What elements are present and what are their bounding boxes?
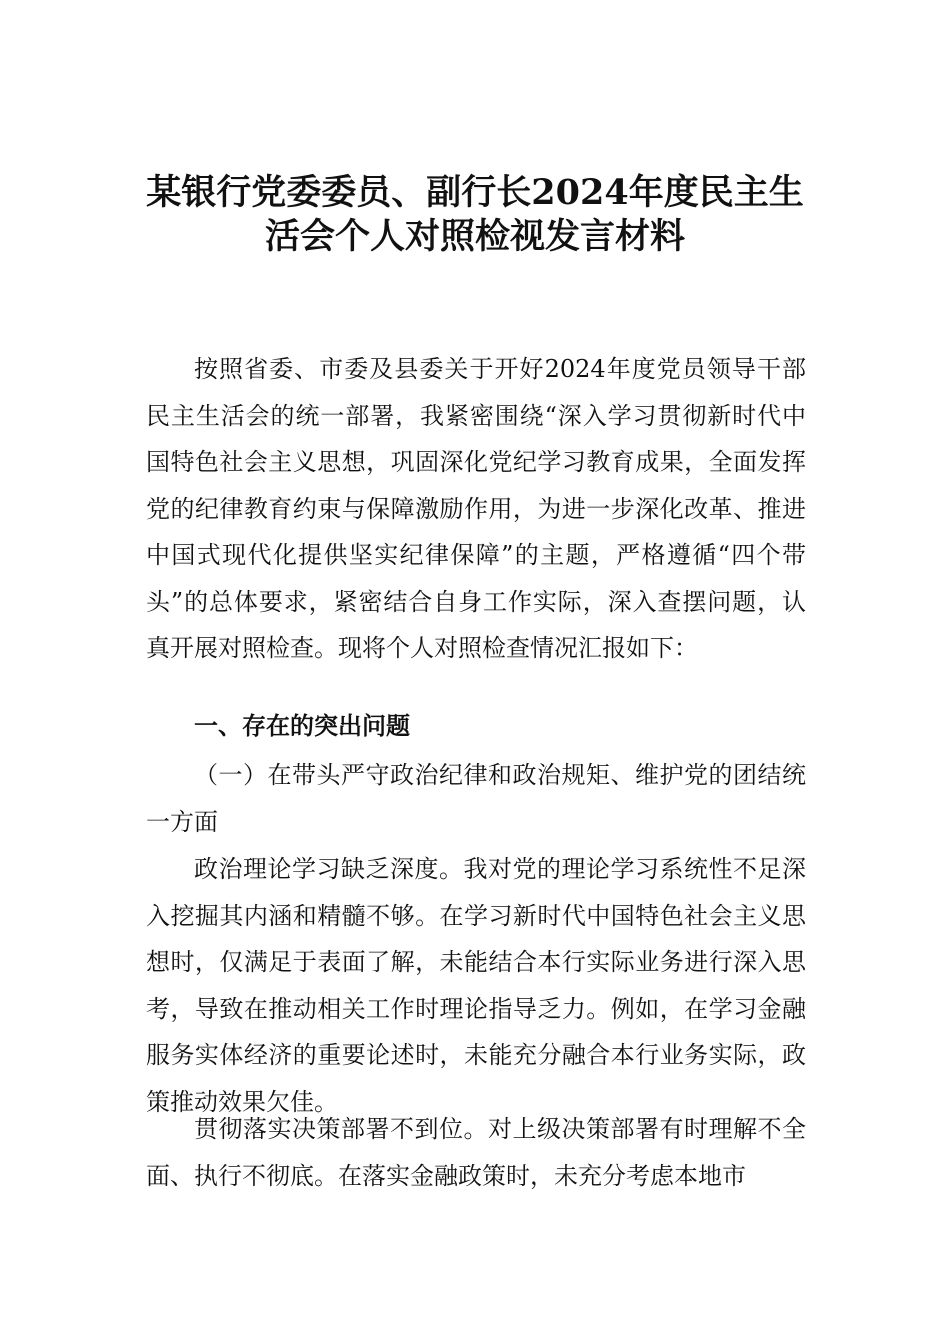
section-heading-1: 一、存在的突出问题 [194, 712, 410, 740]
intro-paragraph: 按照省委、市委及县委关于开好2024年度党员领导干部民主生活会的统一部署，我紧密围绕“深入学习贯彻新时代中国特色社会主义思想，巩固深化党纪学习教育成果，全面发挥党的纪律教育约束与保障激励作用，为进一步深化改革、推进中国式现代化提供坚实纪律保障”的主题，严格遵循“四个带头”的总体要求，紧密结合自身工作实际，深入查摆问题，认真开展对照检查。现将个人对照检查情况汇报如下： [146, 355, 806, 662]
document-title-line-2: 活会个人对照检视发言材料 [264, 216, 685, 257]
body-paragraph-1: 政治理论学习缺乏深度。我对党的理论学习系统性不足深入挖掘其内涵和精髓不够。在学习新时代中国特色社会主义思想时，仅满足于表面了解，未能结合本行实际业务进行深入思考，导致在推动相关工作时理论指导乏力。例如，在学习金融服务实体经济的重要论述时，未能充分融合本行业务实际，政策推动效果欠佳。 [146, 855, 806, 1116]
document-title-line-1: 某银行党委委员、副行长2024年度民主生 [146, 172, 804, 213]
body-paragraph-2: 贯彻落实决策部署不到位。对上级决策部署有时理解不全面、执行不彻底。在落实金融政策时，未充分考虑本地市 [146, 1115, 806, 1190]
subsection-heading-1: （一）在带头严守政治纪律和政治规矩、维护党的团结统一方面 [146, 761, 806, 836]
